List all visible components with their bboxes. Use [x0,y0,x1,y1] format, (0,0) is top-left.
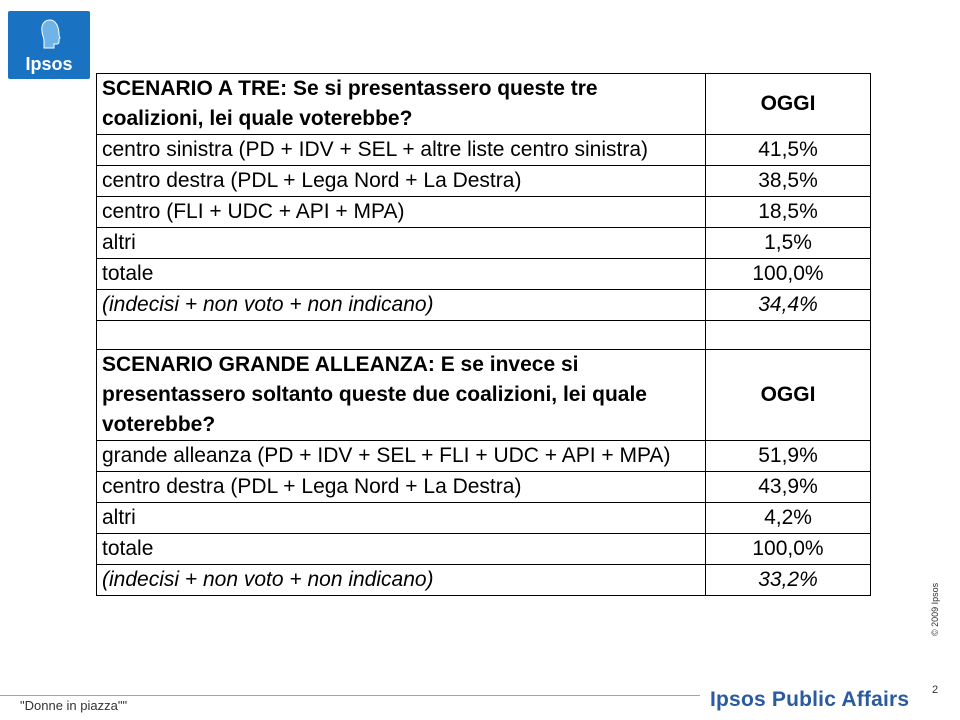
table-row [97,166,871,197]
row-value: 1,5% [706,228,871,259]
row-value: 18,5% [706,197,871,228]
row-value: 41,5% [706,135,871,166]
row-value: 34,4% [706,290,871,321]
scenario-title: SCENARIO A TRE: Se si presentassero queste tre coalizioni, lei quale voterebbe? [97,74,706,135]
table-row [97,472,871,503]
row-value: 4,2% [706,503,871,534]
footer-divider [0,695,700,696]
table-row [97,565,871,596]
empty-cell [97,321,706,350]
logo-text: Ipsos [25,54,73,74]
row-label: centro (FLI + UDC + API + MPA) [97,197,706,228]
row-label: (indecisi + non voto + non indicano) [97,565,706,596]
row-label: totale [97,534,706,565]
row-label: centro sinistra (PD + IDV + SEL + altre liste centro sinistra) [97,135,706,166]
table-header-row [97,350,871,441]
table-row [97,441,871,472]
ipsos-logo [8,11,90,79]
row-label: (indecisi + non voto + non indicano) [97,290,706,321]
table-row [97,228,871,259]
head-silhouette-icon [39,19,61,49]
row-label: totale [97,259,706,290]
row-label: altri [97,228,706,259]
row-value: 51,9% [706,441,871,472]
table-row [97,135,871,166]
brand-logo-text: Ipsos Public Affairs [710,688,910,711]
table-header-row [97,74,871,135]
table-row [97,197,871,228]
copyright-text: © 2009 Ipsos [930,582,940,636]
table-row [97,259,871,290]
empty-cell [706,321,871,350]
spacer-row [97,321,871,350]
table-row [97,534,871,565]
column-header: OGGI [706,350,871,441]
table-row [97,290,871,321]
row-label: centro destra (PDL + Lega Nord + La Destra) [97,472,706,503]
row-value: 100,0% [706,534,871,565]
survey-table [96,73,871,596]
scenario-title: SCENARIO GRANDE ALLEANZA: E se invece si presentassero soltanto queste due coalizioni, lei quale voterebbe? [97,350,706,441]
footer-title: "Donne in piazza"" [20,698,128,713]
page-number: 2 [932,684,939,696]
row-value: 38,5% [706,166,871,197]
table-row [97,503,871,534]
column-header: OGGI [706,74,871,135]
row-label: grande alleanza (PD + IDV + SEL + FLI + UDC + API + MPA) [97,441,706,472]
row-label: centro destra (PDL + Lega Nord + La Destra) [97,166,706,197]
row-value: 43,9% [706,472,871,503]
row-value: 33,2% [706,565,871,596]
row-label: altri [97,503,706,534]
row-value: 100,0% [706,259,871,290]
